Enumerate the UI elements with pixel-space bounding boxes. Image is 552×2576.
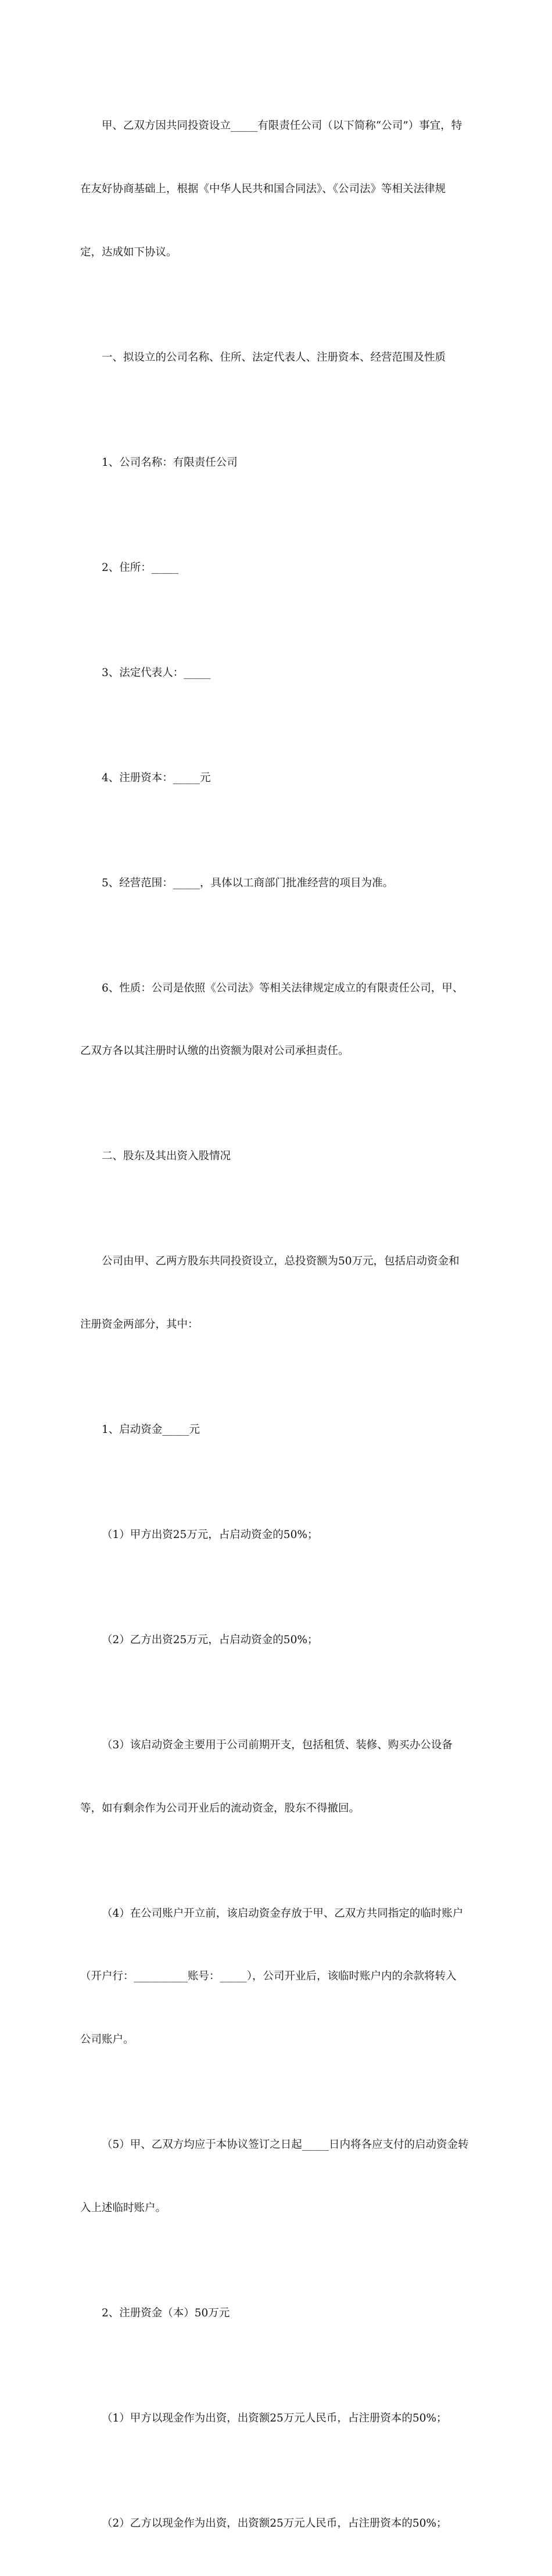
text-line: （3）该启动资金主要用于公司前期开支，包括租赁、装修、购买办公设备 <box>102 1739 453 1752</box>
text-line: （5）甲、乙双方均应于本协议签订之日起_____日内将各应支付的启动资金转 <box>102 2138 469 2151</box>
text-line: 入上述临时账户。 <box>80 2201 167 2214</box>
text-line: 一、拟设立的公司名称、住所、法定代表人、注册资本、经营范围及性质 <box>102 351 446 364</box>
text-line: （2）乙方出资25万元，占启动资金的50%； <box>102 1634 318 1647</box>
text-line: 3、法定代表人：_____ <box>102 666 211 679</box>
text-line: 1、公司名称：有限责任公司 <box>102 456 238 469</box>
text-line: （1）甲方以现金作为出资，出资额25万元人民币，占注册资本的50%； <box>102 2412 447 2424</box>
text-line: 在友好协商基础上，根据《中华人民共和国合同法》、《公司法》等相关法律规 <box>80 183 446 196</box>
text-line: 乙双方各以其注册时认缴的出资额为限对公司承担责任。 <box>80 1045 349 1058</box>
text-line: 公司由甲、乙两方股东共同投资设立，总投资额为50万元，包括启动资金和 <box>102 1255 460 1268</box>
sub-item-party-a-registered <box>80 2366 475 2471</box>
list-item-nature <box>80 936 475 1104</box>
document-body <box>80 74 475 2576</box>
list-item-registered-capital <box>80 725 475 831</box>
list-item-startup-fund <box>80 1378 475 1483</box>
sub-item-startup-usage <box>80 1693 475 1862</box>
text-line: 二、股东及其出资入股情况 <box>102 1150 231 1163</box>
list-item-legal-rep <box>80 620 475 725</box>
sub-item-party-b-startup <box>80 1588 475 1693</box>
text-line: 等，如有剩余作为公司开业后的流动资金，股东不得撤回。 <box>80 1802 360 1815</box>
investment-paragraph <box>80 1209 475 1378</box>
sub-item-party-a-startup <box>80 1483 475 1588</box>
text-line: 甲、乙双方因共同投资设立_____有限责任公司（以下简称“公司”）事宜，特 <box>102 120 463 132</box>
text-line: 注册资金两部分，其中： <box>80 1318 199 1331</box>
list-item-business-scope <box>80 831 475 936</box>
text-line: （2）乙方以现金作为出资，出资额25万元人民币，占注册资本的50%； <box>102 2517 447 2530</box>
text-line: 2、住所：_____ <box>102 561 179 574</box>
sub-item-party-b-registered <box>80 2471 475 2576</box>
text-line: 2、注册资金（本）50万元 <box>102 2306 230 2319</box>
text-line: （1）甲方出资25万元，占启动资金的50%； <box>102 1529 318 1542</box>
text-line: 定，达成如下协议。 <box>80 246 177 258</box>
list-item-address <box>80 515 475 620</box>
text-line: 5、经营范围：_____，具体以工商部门批准经营的项目为准。 <box>102 876 394 889</box>
sub-item-payment-deadline <box>80 2093 475 2261</box>
text-line: 4、注册资本：_____元 <box>102 771 211 784</box>
sub-item-temporary-account <box>80 1861 475 2092</box>
section-heading-1 <box>80 305 475 410</box>
text-line: 1、启动资金_____元 <box>102 1424 200 1436</box>
text-line: （开户行：__________账号：_____），公司开业后，该临时账户内的余款将转入 <box>80 1970 457 1983</box>
text-line: 6、性质：公司是依照《公司法》等相关法律规定成立的有限责任公司，甲、 <box>102 982 464 994</box>
list-item-registered-fund <box>80 2261 475 2366</box>
list-item-company-name <box>80 410 475 515</box>
text-line: （4）在公司账户开立前，该启动资金存放于甲、乙双方共同指定的临时账户 <box>102 1907 464 1920</box>
intro-paragraph <box>80 74 475 305</box>
text-line: 公司账户。 <box>80 2033 134 2046</box>
section-heading-2 <box>80 1104 475 1209</box>
